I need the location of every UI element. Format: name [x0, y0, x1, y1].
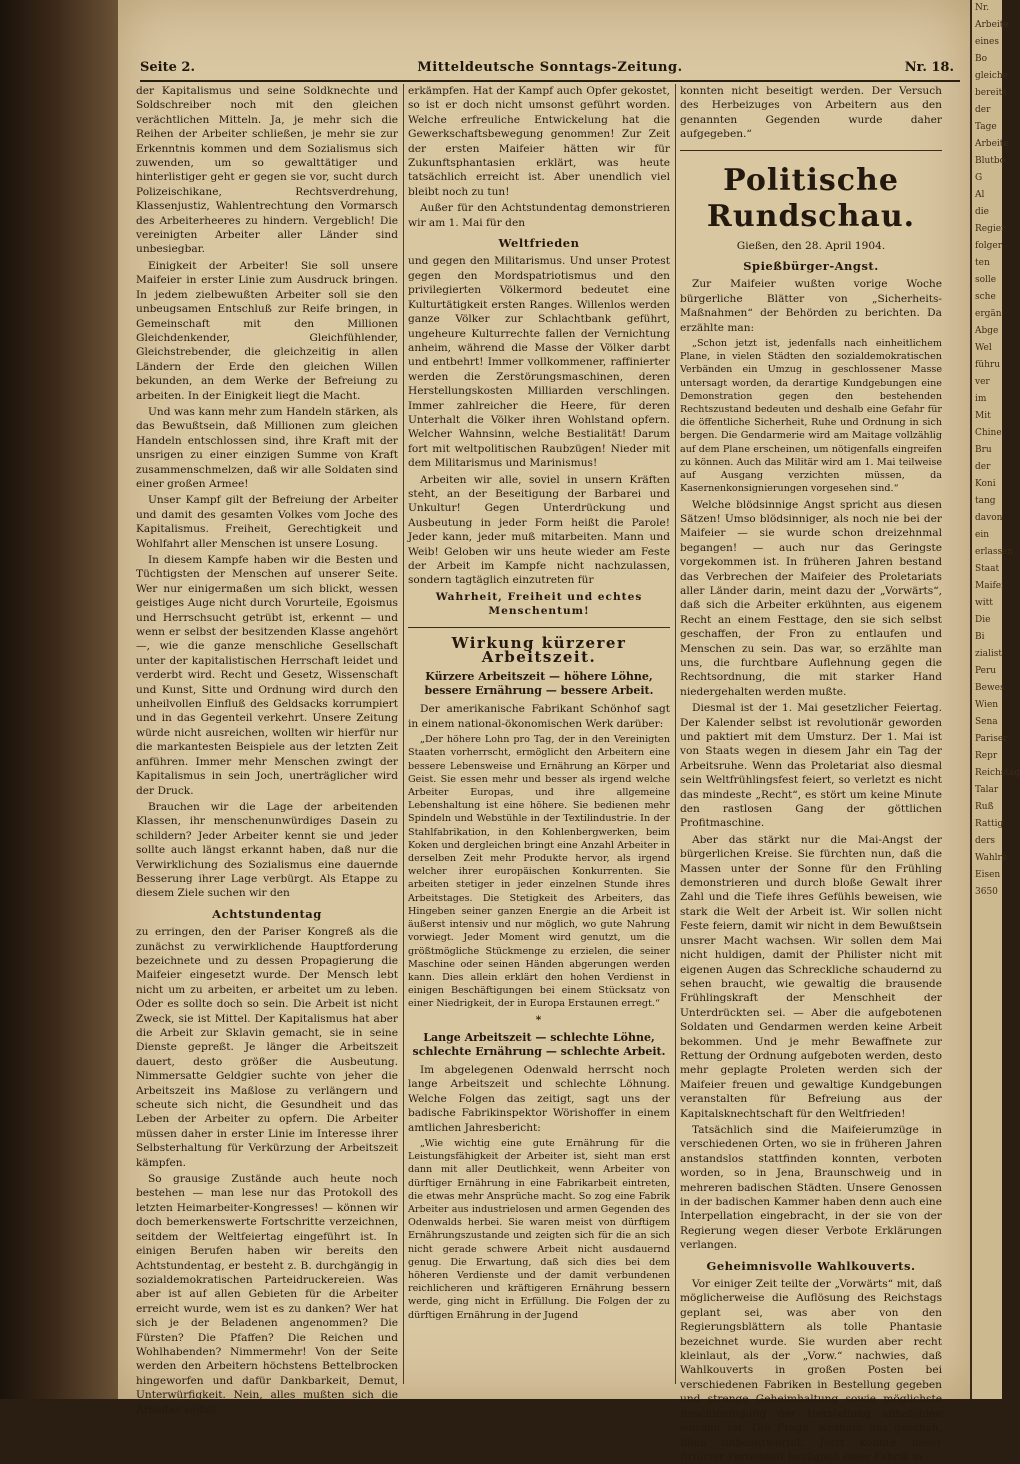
paragraph: Im abgelegenen Odenwald herrscht noch lange Arbeitszeit und schlechte Löhnung. Welche Folgen das zeitigt, sagt uns der badische Fabrikinspektor Wörishoffer in einem amtlichen Jahresbericht: — [408, 1063, 670, 1134]
adjacent-page-fragment: zialist — [975, 649, 1002, 659]
quotation: „Wie wichtig eine gute Ernährung für die Leistungsfähigkeit der Arbeiter ist, sieht man erst dann mit aller Deutlichkeit, wenn Arbeiter von dürftiger Ernährung in eine Fabrikarbeit eintreten, die etwas mehr Ansprüche macht. So zog eine Fabrik Arbeiter aus industrielosen und armen Gegenden des Odenwalds herbei. Sie waren meist von dürftigem Ernährungszustande und zeigten sich für die an sich nicht gerade schwere Arbeit nicht ausdauernd genug. Die Erwartung, daß sich dies bei dem höheren Verdienste und der damit verbundenen reichlicheren und kräftigeren Ernährung bessern werde, ging nicht in Erfüllung. Die Folgen der zu dürftigen Ernährung in der Jugend — [408, 1137, 670, 1321]
separator-star: * — [535, 1013, 543, 1026]
paragraph: Einigkeit der Arbeiter! Sie soll unsere Maifeier in erster Linie zum Ausdruck bringen. In jedem zielbewußten Arbeiter soll sie den unbeugsamen Entschluß zur Reife bringen, in Gemeinschaft mit den Millionen Gleichdenkender, Gleichfühlender, Gleichstrebender, die gleichzeitig in allen Ländern der Erde den gleichen Willen bekunden, an dem Werke der Befreiung zu arbeiten. In der Einigkeit liegt die Macht. — [136, 259, 398, 402]
paragraph: Außer für den Achtstundentag demonstrieren wir am 1. Mai für den — [408, 202, 670, 229]
paragraph: Welche blödsinnige Angst spricht aus diesen Sätzen! Umso blödsinniger, als noch nie bei der Maifeier — sie wurde schon dreizehnmal begangen! — auch nur das Geringste vorgekommen ist. In früheren Jahren bestand das Verbrechen der Maifeier des Proletariats aller Länder darin, meint dazu der „Vorwärts“, daß sich die Arbeiter erkühnten, aus eigenem Recht an einem Festtage, den sie sich selbst geschaffen, der Fron zu entlaufen und Menschen zu sein. Das war, so erzählte man uns, die furchtbare Auflehnung gegen die Rechtsordnung, die mit starker Hand niedergehalten werden mußte. — [680, 498, 942, 698]
divider — [680, 150, 942, 151]
paragraph: Arbeiten wir alle, soviel in unsern Kräften steht, an der Beseitigung der Barbarei und Unkultur! Gegen Unterdrückung und Ausbeutung in jeder Form heißt die Parole! Jeder kann, jeder muß mitarbeiten. Mann und Weib! Geloben wir uns heute wieder am Feste der Arbeit im Kampfe nicht nachzulassen, sondern tagtäglich einzutreten für — [408, 473, 670, 587]
column-1 — [136, 84, 398, 1416]
adjacent-page-fragment: Bewes — [975, 683, 1005, 693]
adjacent-page-fragment: 3650 — [975, 887, 998, 897]
article-title: Wirkung kürzerer Arbeitszeit. — [451, 633, 627, 667]
page-number: Seite 2. — [140, 60, 195, 75]
section-heading: Geheimnisvolle Wahlkouverts. — [706, 1258, 916, 1273]
book-spine — [0, 0, 118, 1399]
adjacent-page-fragment: Reichstag — [975, 768, 1020, 778]
adjacent-page-fragment: sche — [975, 292, 996, 302]
column-rule — [403, 84, 404, 1384]
adjacent-page-fragment: Eisen — [975, 870, 1001, 880]
adjacent-page-edge — [970, 0, 1020, 1399]
adjacent-page-fragment: Wel — [975, 343, 992, 353]
adjacent-page-fragment: tang — [975, 496, 996, 506]
adjacent-page-fragment: gleiche — [975, 71, 1009, 81]
adjacent-page-fragment: Koni — [975, 479, 996, 489]
adjacent-page-fragment: der — [975, 462, 991, 472]
paragraph: zu erringen, den der Pariser Kongreß als die zunächst zu verwirklichende Hauptforderung bezeichnete und zu dessen Propagierung die Maifeier eingesetzt wurde. Der Mensch lebt nicht um zu arbeiten, er arbeitet um zu leben. Oder es sollte doch so sein. Die Arbeit ist nicht Zweck, sie ist Mittel. Der Kapitalismus hat aber die Arbeit zur Sklavin gemacht, sie in seine Dienste gepreßt. Je länger die Arbeitszeit dauert, desto größer die Ausbeutung. Nimmersatte Geldgier suchte von jeher die Arbeitszeit ins Maßlose zu verlängern und scheute sich nicht, die Gesundheit und das Leben der Arbeiter zu opfern. Die Arbeiter müssen daher in erster Linie im Interesse ihrer Selbsterhaltung für Verkürzung der Arbeitszeit kämpfen. — [136, 926, 398, 1169]
section-heading: Weltfrieden — [498, 236, 580, 251]
newspaper-title: Mitteldeutsche Sonntags-Zeitung. — [417, 60, 683, 75]
adjacent-page-fragment: Arbeite — [975, 20, 1009, 30]
adjacent-page-fragment: Sena — [975, 717, 998, 727]
newspaper-page — [118, 0, 970, 1463]
adjacent-page-fragment: Peru — [975, 666, 997, 676]
adjacent-page-fragment: Rattig — [975, 819, 1004, 829]
adjacent-page-fragment: die — [975, 207, 989, 217]
adjacent-page-fragment: Maifei — [975, 581, 1004, 591]
adjacent-page-fragment: Al — [975, 190, 985, 200]
paragraph: Und was kann mehr zum Handeln stärken, als das Bewußtsein, daß Millionen zum gleichen Handeln entschlossen sind, ihre Kraft mit der unsrigen zu einer einzigen Summe von Kraft zusammenschmelzen, daß wir alle Soldaten sind einer großen Armee! — [136, 405, 398, 490]
column-3 — [680, 84, 942, 1463]
paragraph: Aber das stärkt nur die Mai-Angst der bürgerlichen Kreise. Sie fürchten nun, daß die Massen unter der Sonne für den Frühling demonstrieren und durch bloße Gewalt ihrer Zahl und die Tiefe ihres Gefühls beweisen, wie stark die Welt der Arbeit ist. Wir sollen nicht Feste feiern, damit wir nicht in dem Bewußtsein unsrer Macht wachsen. Wir sollen dem Mai nicht huldigen, damit der Philister nicht mit eigenen Augen das Schreckliche schaudernd zu sehen braucht, wie gewaltig die brausende Frühlingskraft der Menschheit der Unterdrückten sei. — Aber die aufgebotenen Soldaten und Gendarmen werden keine Arbeit bekommen. Und je mehr Bewaffnete zur Rettung der Ordnung aufgeboten werden, desto mehr geplagte Proleten werden sich der Maifeier freuen und gewaltige Kundgebungen veranstalten für Befreiung aus der Kapitalsknechtschaft für den Weltfrieden! — [680, 833, 942, 1120]
adjacent-page-fragment: G — [975, 173, 983, 183]
paragraph: Unser Kampf gilt der Befreiung der Arbeiter und damit des gesamten Volkes vom Joche des Kapitalismus. Freiheit, Gerechtigkeit und Wohlfahrt aller Menschen ist unsere Losung. — [136, 494, 398, 550]
quotation: „Schon jetzt ist, jedenfalls nach einheitlichem Plane, in vielen Städten den sozialdemokratischen Verbänden ein Umzug in geschlossener Masse untersagt worden, da derartige Kundgebungen eine Demonstration gegen den bestehenden Rechtszustand bedeuten und deshalb eine Gefahr für die öffentliche Sicherheit, Ruhe und Ordnung in sich bergen. Die Gendarmerie wird am Maitage vollzählig auf dem Plane erscheinen, um nötigenfalls eingreifen zu können. Auch das Militär wird am 1. Mai teilweise auf Ausgang verzichten müssen, da Kasernenkonsignierungen vorgesehen sind.“ — [680, 338, 942, 495]
quotation: „Der höhere Lohn pro Tag, der in den Vereinigten Staaten vorherrscht, ermöglicht den Arbeitern eine bessere Lebensweise und Ernährung an Körper und Geist. Sie essen mehr und besser als irgend welche Arbeiter Europas, und ihre allgemeine Lebenshaltung ist eine höhere. Sie bedienen mehr Spindeln und Webstühle in der Textilindustrie. In der Stahlfabrikation, in den Kohlenbergwerken, beim Koken und dergleichen bringt eine Anzahl Arbeiter in derselben Zeit mehr Produkte hervor, als irgend welcher ihrer europäischen Konkurrenten. Sie arbeiten stetiger in jeder einzelnen Stunde ihres Arbeitstages. Die Stetigkeit des Arbeiters, das Hingeben seiner ganzen Energie an die Arbeit ist äußerst intensiv und nur möglich, wo gute Nahrung vorwiegt. Jeder Moment wird genutzt, um die größtmögliche Stückmenge zu erzielen, die seiner Maschine oder seinen Händen abgerungen werden kann. Dies allein erklärt den hohen Verdienst in einigen Beschäftigungen bei einem Stücksatz von einer Niedrigkeit, der in Europa Erstaunen erregt.“ — [408, 734, 670, 1010]
adjacent-page-fragment: im — [975, 394, 987, 404]
adjacent-page-fragment: Abge — [975, 326, 999, 336]
adjacent-page-fragment: ten — [975, 258, 990, 268]
adjacent-page-fragment: Talar — [975, 785, 999, 795]
section-heading: Achtstundentag — [212, 906, 322, 921]
paragraph: So grausige Zustände auch heute noch bestehen — man lese nur das Protokoll des letzten Heimarbeiter-Kongresses! — können wir doch bemerkenswerte Fortschritte verzeichnen, seitdem der Weltfeiertag eingeführt ist. In einigen Berufen haben wir bereits den Achtstundentag, er besteht z. B. durchgängig in sozialdemokratischen Parteidruckereien. Was aber ist auf allen Gebieten für die Arbeiter erreicht wurde, wem ist es zu danken? Wer hat sich je der Beladenen angenommen? Die Fürsten? Die Pfaffen? Die Reichen und Wohlhabenden? Nimmermehr! Von der Seite werden den Arbeitern höchstens Bettelbrocken hingeworfen und dafür Dankbarkeit, Demut, Unterwürfigkeit. Nein, alles mußten sich die Arbeiter selbst — [136, 1173, 398, 1416]
adjacent-page-fragment: Regier — [975, 224, 1006, 234]
adjacent-page-fragment: Staat — [975, 564, 1000, 574]
adjacent-page-fragment: führu — [975, 360, 1001, 370]
issue-number: Nr. 18. — [904, 60, 954, 75]
adjacent-page-fragment: Mit — [975, 411, 991, 421]
paragraph: Vor einiger Zeit teilte der „Vorwärts“ mit, daß möglicherweise die Auflösung des Reichstags geplant sei, was aber von den Regierungsblättern als tolle Phantasie bezeichnet wurde. Sie wurden aber recht kleinlaut, als der „Vorw.“ nachwies, daß Wahlkouverts in großen Posten bei verschiedenen Fabriken in Bestellung gegeben und strenge Geheimhaltung sowie möglichste Beschleunigung der Herstellung anbefohlen worden sei. Die Frage, weshalb das geschah, blieb unbeantwortet. Jetzt konnte unser Erfurter Parteiblatt bezüglich einer Fabrik in — [680, 1278, 942, 1463]
adjacent-page-fragment: Arbeite — [975, 139, 1009, 149]
paragraph: Zur Maifeier wußten vorige Woche bürgerliche Blätter von „Sicherheits-Maßnahmen“ der Behörden zu berichten. Da erzählte man: — [680, 278, 942, 334]
column-rule — [675, 84, 676, 1384]
paragraph: der Kapitalismus und seine Soldknechte und Soldschreiber noch mit den gleichen verächtlichen Mitteln. Ja, je mehr sich die Reihen der Arbeiter schließen, je mehr sie zur Erkenntnis kommen und dem Sozialismus sich zuwenden, um so gewalttätiger und hinterlistiger geht er gegen sie vor, sucht durch Polizeischikane, Rechtsverdrehung, Klassenjustiz, Wahlentrechtung den Vormarsch des Arbeiterheeres zu hindern. Vergeblich! Die vereinigten Arbeiter aller Länder sind unbesiegbar. — [136, 85, 398, 256]
adjacent-page-fragment: Blutbo — [975, 156, 1006, 166]
adjacent-page-fragment: der — [975, 105, 991, 115]
adjacent-page-fragment: Nr. — [975, 3, 990, 13]
adjacent-page-fragment: Repr — [975, 751, 998, 761]
adjacent-page-fragment: Pariser — [975, 734, 1008, 744]
adjacent-page-fragment: Bo — [975, 54, 988, 64]
adjacent-page-fragment: folger — [975, 241, 1003, 251]
section-heading: Spießbürger-Angst. — [743, 259, 879, 274]
motto: Wahrheit, Freiheit und echtes Menschentum! — [435, 590, 643, 618]
adjacent-page-fragment: ver — [975, 377, 990, 387]
adjacent-page-fragment: Ruß — [975, 802, 994, 812]
adjacent-page-fragment: Bi — [975, 632, 985, 642]
paragraph: Tatsächlich sind die Maifeierumzüge in verschiedenen Orten, wo sie in früheren Jahren anstandslos stattfinden konnten, verboten worden, so in Jena, Braunschweig und in mehreren badischen Städten. Unsere Genossen in der badischen Kammer haben denn auch eine Interpellation eingebracht, in der sie von der Regierung wegen dieser Verbote Erklärungen verlangen. — [680, 1123, 942, 1252]
adjacent-page-fragment: Bru — [975, 445, 992, 455]
paragraph: konnten nicht beseitigt werden. Der Versuch des Herbeizuges von Arbeitern aus den genannten Gegenden wurde daher aufgegeben.“ — [680, 85, 942, 141]
adjacent-page-fragment: ders — [975, 836, 996, 846]
adjacent-page-fragment: witt — [975, 598, 993, 608]
paragraph: erkämpfen. Hat der Kampf auch Opfer gekostet, so ist er doch nicht umsonst geführt worden. Welche erfreuliche Entwickelung hat die Gewerkschaftsbewegung genommen! Zur Zeit der ersten Maifeier hätten wir für Zukunftsphantasien erklärt, was heute tatsächlich erreicht ist. Aber unendlich viel bleibt noch zu tun! — [408, 85, 670, 198]
paragraph: In diesem Kampfe haben wir die Besten und Tüchtigsten der Menschen auf unserer Seite. Wer nur einigermaßen um sich blickt, wessen geistiges Auge nicht durch Vorurteile, Egoismus und Herrschsucht getrübt ist, erkennt — und wenn er selbst der besitzenden Klasse angehört —, wie die ganze menschliche Gesellschaft unter der kapitalistischen Herrschaft leidet und verderbt wird. Recht und Gesetz, Wissenschaft und Kunst, Sitte und Ordnung wird durch den unheilvollen Einfluß des Geldsacks korrumpiert und in das Gegenteil verkehrt. Unsere Zeitung würde nicht ausreichen, wollten wir hierfür nur die markantesten Beispiele aus der letzten Zeit anführen. Immer mehr Menschen zwingt der Kapitalismus in sein Joch, unerträglicher wird der Druck. — [136, 554, 398, 797]
adjacent-page-fragment: Chine — [975, 428, 1002, 438]
adjacent-page-fragment: bereits — [975, 88, 1007, 98]
adjacent-page-fragment: Tage — [975, 122, 997, 132]
paragraph: Diesmal ist der 1. Mai gesetzlicher Feiertag. Der Kalender selbst ist revolutionär geworden und paktiert mit dem Umsturz. Der 1. Mai ist von Staats wegen in diesem Jahr ein Tag der Arbeitsruhe. Wenn das Proletariat also diesmal sein Weltfrühlingsfest feiert, so verletzt es nicht das mindeste „Recht“, es stört um keine Minute den rastlosen Gang der göttlichen Profitmaschine. — [680, 702, 942, 830]
adjacent-page-fragment: davon — [975, 513, 1003, 523]
paragraph: Der amerikanische Fabrikant Schönhof sagt in einem national-ökonomischen Werk darüber: — [408, 703, 670, 730]
adjacent-page-fragment: Wien — [975, 700, 999, 710]
adjacent-page-fragment: eines — [975, 37, 999, 47]
adjacent-page-fragment: solle — [975, 275, 997, 285]
paragraph: Brauchen wir die Lage der arbeitenden Klassen, ihr menschenunwürdiges Dasein zu schildern? Jeder Arbeiter kennt sie und jeder sollte auch längst erkannt haben, daß nur die Verwirklichung des Sozialismus eine dauernde Besserung ihrer Lage verbürgt. Als Etappe zu diesem Ziele suchen wir den — [136, 800, 398, 900]
column-2 — [408, 84, 670, 1384]
adjacent-page-fragment: ergän — [975, 309, 1002, 319]
page-header — [140, 58, 960, 82]
dateline: Gießen, den 28. April 1904. — [736, 239, 886, 252]
section-title: Politische Rundschau. — [706, 162, 916, 234]
paragraph: und gegen den Militarismus. Und unser Protest gegen den Mordspatriotismus und den privilegierten Völkermord bedeutet eine Kulturtätigkeit ersten Ranges. Willenlos werden ganze Völker zur Schlachtbank geführt, ungeheure Kulturrechte fallen der Vernichtung anheim, während die Masse der Völker darbt und entbehrt! Immer vollkommener, raffinierter werden die Zerstörungsmaschinen, deren Herstellungskosten Milliarden verschlingen. Immer zahlreicher die Heere, für deren Unterhalt die Völker ihren Wohlstand opfern. Welcher Wahnsinn, welche Bestialität! Darum fort mit weltpolitischen Raubzügen! Nieder mit dem Militarismus und Marinismus! — [408, 255, 670, 470]
adjacent-page-fragment: ein — [975, 530, 990, 540]
adjacent-page-fragment: Wahlre — [975, 853, 1008, 863]
subheading: Lange Arbeitszeit — schlechte Löhne, schlechte Ernährung — schlechte Arbeit. — [412, 1030, 666, 1058]
adjacent-page-fragment: Die — [975, 615, 991, 625]
divider — [408, 627, 670, 628]
adjacent-page-fragment: erlassen — [975, 547, 1014, 557]
subheading: Kürzere Arbeitszeit — höhere Löhne, bessere Ernährung — bessere Arbeit. — [424, 670, 654, 698]
